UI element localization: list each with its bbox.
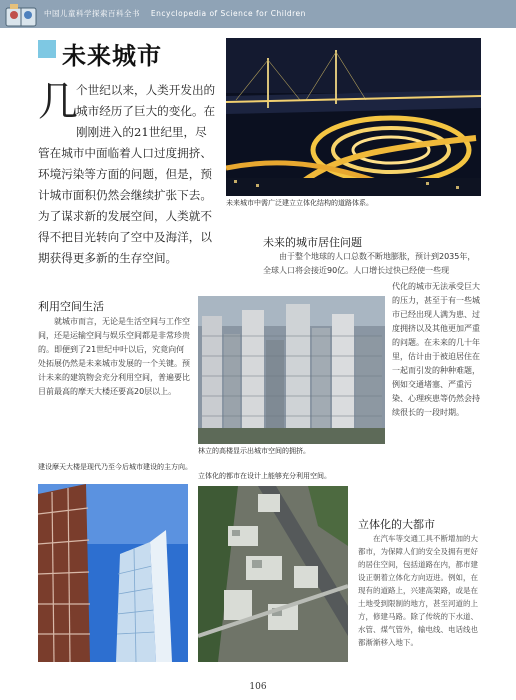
intro-text: 个世纪以来，人类开发出的城市经历了巨大的变化。在刚刚进入的21世纪里，尽管在城市中面临着人口过度拥挤、环境污染等方面的问题，但是，预计城市面积仍然会继续扩张下去。为了谋求新的发展空间，人类就不得不把目光转向了空中及海洋，以期获得更多新的生存空间。 (38, 83, 216, 265)
skyscraper-caption: 建设摩天大楼是现代乃至今后城市建设的主方向。 (38, 463, 192, 471)
living-paragraph-2: 代化的城市无法承受巨大的压力，甚至于有一些城市已经出现人满为患、过度拥挤以及其他更加严重的问题。在未来的几十年里，估计由于被迫居住在一起而引发的种种难题，例如交通堵塞、严重污染、心理疾患等仍然会持续很长的一段时期。 (392, 282, 480, 417)
title-accent-square (38, 40, 56, 58)
metropolis-heading: 立体化的大都市 (358, 518, 435, 531)
header-title-cn: 中国儿童科学探索百科全书 (44, 9, 140, 18)
header-title-en: Encyclopedia of Science for Children (150, 9, 306, 18)
highrise-image (198, 296, 385, 444)
dropcap: 几 (38, 79, 78, 125)
page-title: 未来城市 (62, 42, 162, 70)
skyscraper-image (38, 484, 188, 662)
aerial-caption: 立体化的都市在设计上能够充分利用空间。 (198, 472, 331, 480)
interchange-photo (226, 38, 481, 196)
interchange-caption: 未来城市中需广泛建立立体化结构的道路体系。 (226, 199, 373, 207)
living-paragraph-1: 由于整个地球的人口总数不断地膨胀，预计到2035年，全球人口将会接近90亿。人口增长过快已经使一些现 (263, 252, 476, 275)
header-bar (0, 0, 516, 28)
interchange-image (226, 38, 481, 196)
space-paragraph: 就城市而言，无论是生活空间与工作空间，还是运输空间与娱乐空间都是非常珍贵的。即便到了21世纪中叶以后，究竟向何处拓展仍然是未来城市发展的一个关键。预计未来的建筑物会充分利用空间，普遍要比目前最高的摩天大楼还要高20层以上。 (38, 317, 190, 396)
header-title (44, 8, 306, 19)
highrise-photo (198, 296, 385, 444)
book-logo-icon (4, 2, 40, 28)
highrise-caption: 林立的高楼显示出城市空间的拥挤。 (198, 447, 310, 455)
living-heading: 未来的城市居住问题 (263, 236, 362, 249)
space-heading: 利用空间生活 (38, 300, 104, 313)
metropolis-paragraph: 在汽车等交通工具不断增加的大都市，为保障人们的安全及拥有更好的居住空间，包括道路在内，都市建设正朝着立体化方向迈进。例如，在现有的道路上，兴建高架路，或是在土地受到限制的地方，甚至河道的上方，修建马路。除了传统的下水道、水管、煤气管外，输电线、电话线也都渐渐移入地下。 (358, 534, 478, 647)
page-number: 106 (249, 682, 267, 692)
intro-paragraph (38, 80, 216, 269)
skyscraper-photo (38, 484, 188, 662)
aerial-image (198, 486, 348, 662)
aerial-photo (198, 486, 348, 662)
